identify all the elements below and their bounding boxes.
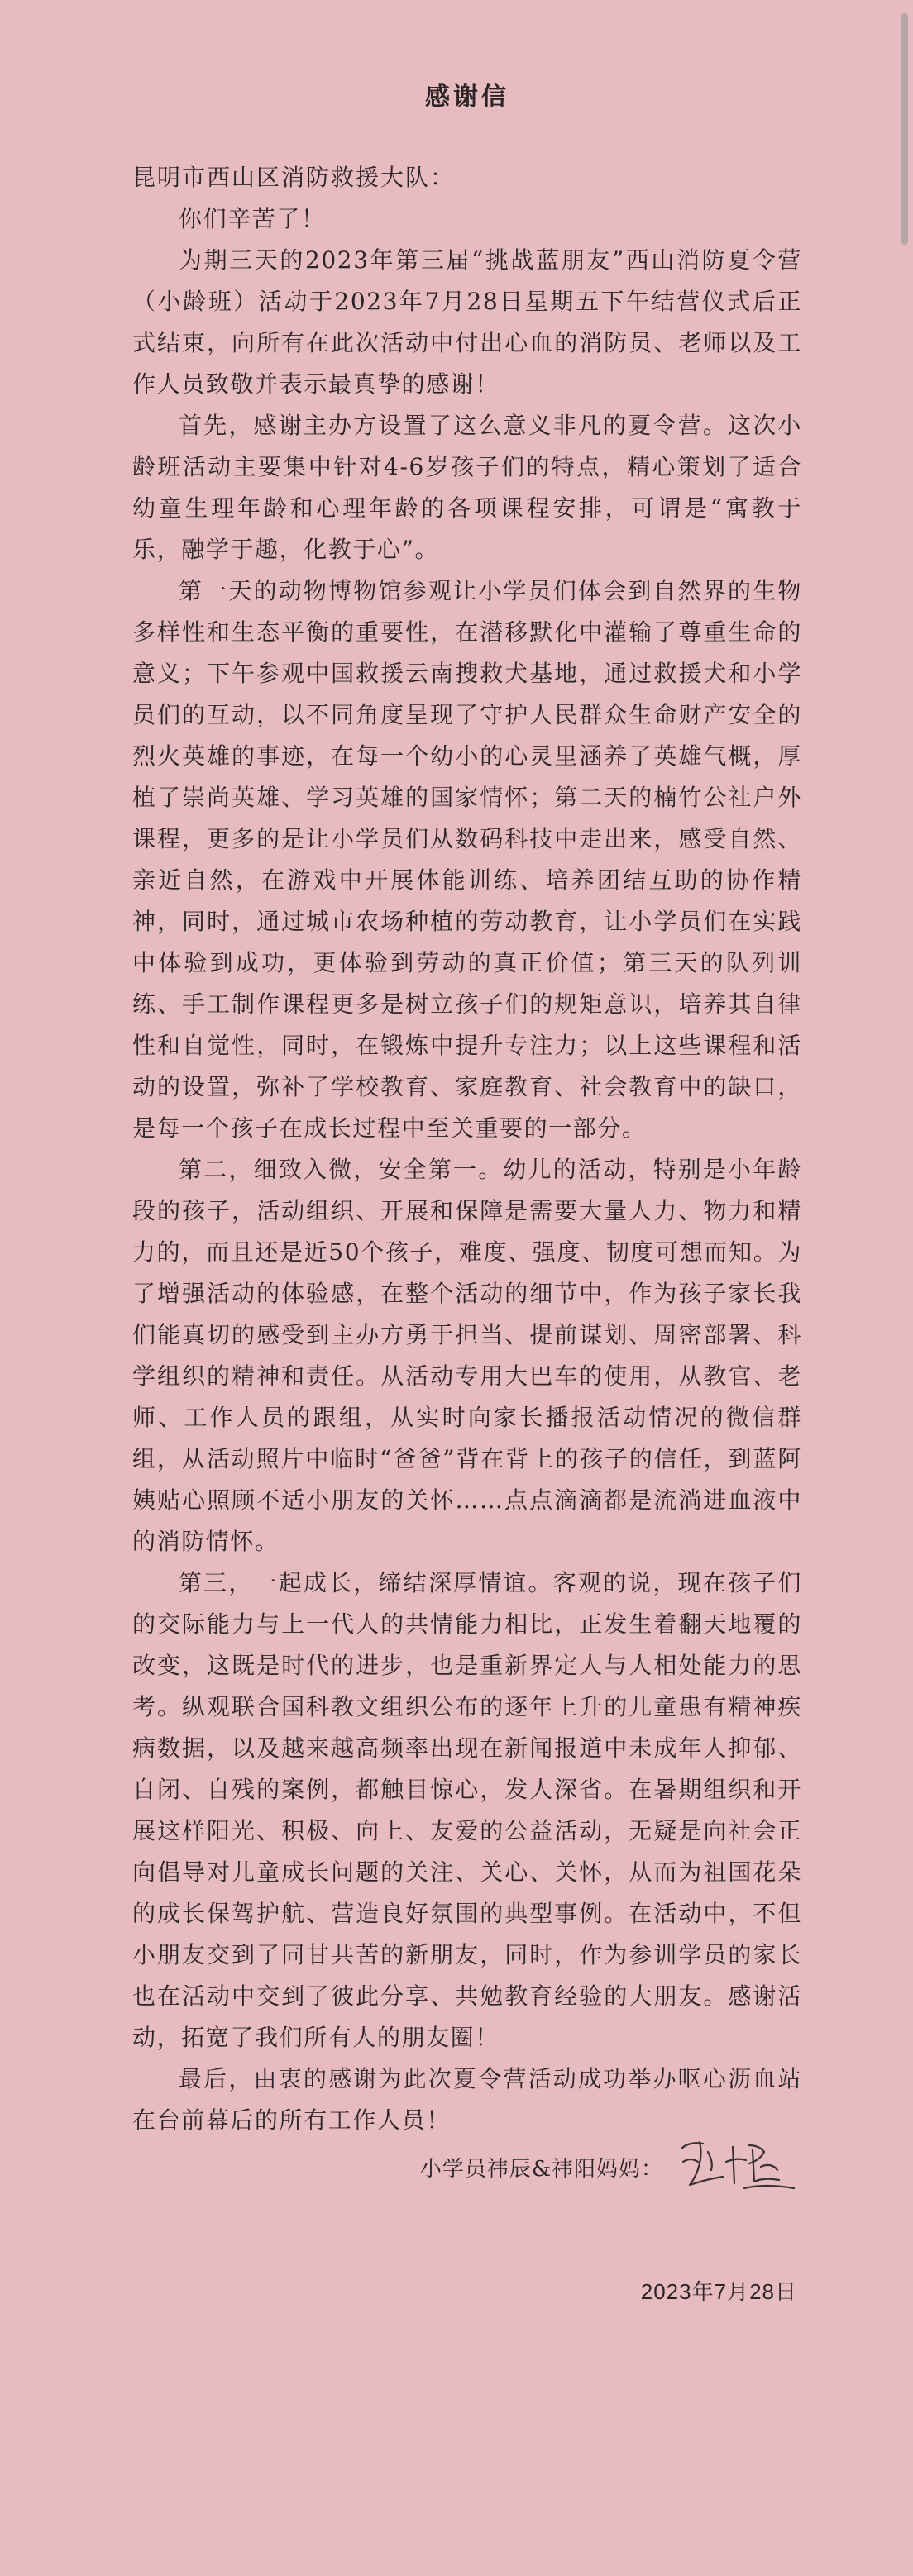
letter-title: 感谢信: [425, 83, 509, 112]
paragraph-second: 第二，细致入微，安全第一。幼儿的活动，特别是小年龄段的孩子，活动组织、开展和保障是需要大量人力、物力和精力的，而且还是近50个孩子，难度、强度、韧度可想而知。为了增强活动的体验感，在整个活动的细节中，作为孩子家长我们能真切的感受到主办方勇于担当、提前谋划、周密部署、科学组织的精神和责任。从活动专用大巴车的使用，从教官、老师、工作人员的跟组，从实时向家长播报活动情况的微信群组，从活动照片中临时“爸爸”背在背上的孩子的信任，到蓝阿姨贴心照顾不适小朋友的关怀……点点滴滴都是流淌进血液中的消防情怀。: [132, 1156, 802, 1555]
paragraph-intro: 为期三天的2023年第三届“挑战蓝朋友”西山消防夏令营（小龄班）活动于2023年7月28日星期五下午结营仪式后正式结束，向所有在此次活动中付出心血的消防员、老师以及工作人员致敬并表示最真挚的感谢！: [132, 246, 802, 398]
scrollbar-thumb[interactable]: [901, 13, 908, 245]
paragraph-first: 首先，感谢主办方设置了这么意义非凡的夏令营。这次小龄班活动主要集中针对4-6岁孩子们的特点，精心策划了适合幼童生理年龄和心理年龄的各项课程安排，可谓是“寓教于乐，融学于趣，化教于心”。: [132, 412, 802, 563]
paragraph-closing: 最后，由衷的感谢为此次夏令营活动成功举办呕心沥血站在台前幕后的所有工作人员！: [132, 2065, 802, 2134]
letter-date: 2023年7月28日: [640, 2279, 797, 2304]
handwritten-signature: [675, 2134, 799, 2200]
greeting: 你们辛苦了！: [179, 205, 326, 232]
letter-body: [132, 83, 802, 2141]
salutation: 昆明市西山区消防救援大队：: [132, 164, 456, 191]
signature-block: [420, 2130, 799, 2204]
paragraph-third: 第三，一起成长，缔结深厚情谊。客观的说，现在孩子们的交际能力与上一代人的共情能力相比，正发生着翻天地覆的改变，这既是时代的进步，也是重新界定人与人相处能力的思考。纵观联合国科教文组织公布的逐年上升的儿童患有精神疾病数据，以及越来越高频率出现在新闻报道中未成年人抑郁、自闭、自残的案例，都触目惊心，发人深省。在暑期组织和开展这样阳光、积极、向上、友爱的公益活动，无疑是向社会正向倡导对儿童成长问题的关注、关心、关怀，从而为祖国花朵的成长保驾护航、营造良好氛围的典型事例。在活动中，不但小朋友交到了同甘共苦的新朋友，同时，作为参训学员的家长也在活动中交到了彼此分享、共勉教育经验的大朋友。感谢活动，拓宽了我们所有人的朋友圈！: [132, 1569, 802, 2051]
paragraph-courses: 第一天的动物博物馆参观让小学员们体会到自然界的生物多样性和生态平衡的重要性，在潜移默化中灌输了尊重生命的意义；下午参观中国救援云南搜救犬基地，通过救援犬和小学员们的互动，以不同角度呈现了守护人民群众生命财产安全的烈火英雄的事迹，在每一个幼小的心灵里涵养了英雄气概，厚植了崇尚英雄、学习英雄的国家情怀；第二天的楠竹公社户外课程，更多的是让小学员们从数码科技中走出来，感受自然、亲近自然，在游戏中开展体能训练、培养团结互助的协作精神，同时，通过城市农场种植的劳动教育，让小学员们在实践中体验到成功，更体验到劳动的真正价值；第三天的队列训练、手工制作课程更多是树立孩子们的规矩意识，培养其自律性和自觉性，同时，在锻炼中提升专注力；以上这些课程和活动的设置，弥补了学校教育、家庭教育、社会教育中的缺口，是每一个孩子在成长过程中至关重要的一部分。: [132, 577, 802, 1142]
sign-label: 小学员祎辰&祎阳妈妈：: [419, 2156, 663, 2182]
